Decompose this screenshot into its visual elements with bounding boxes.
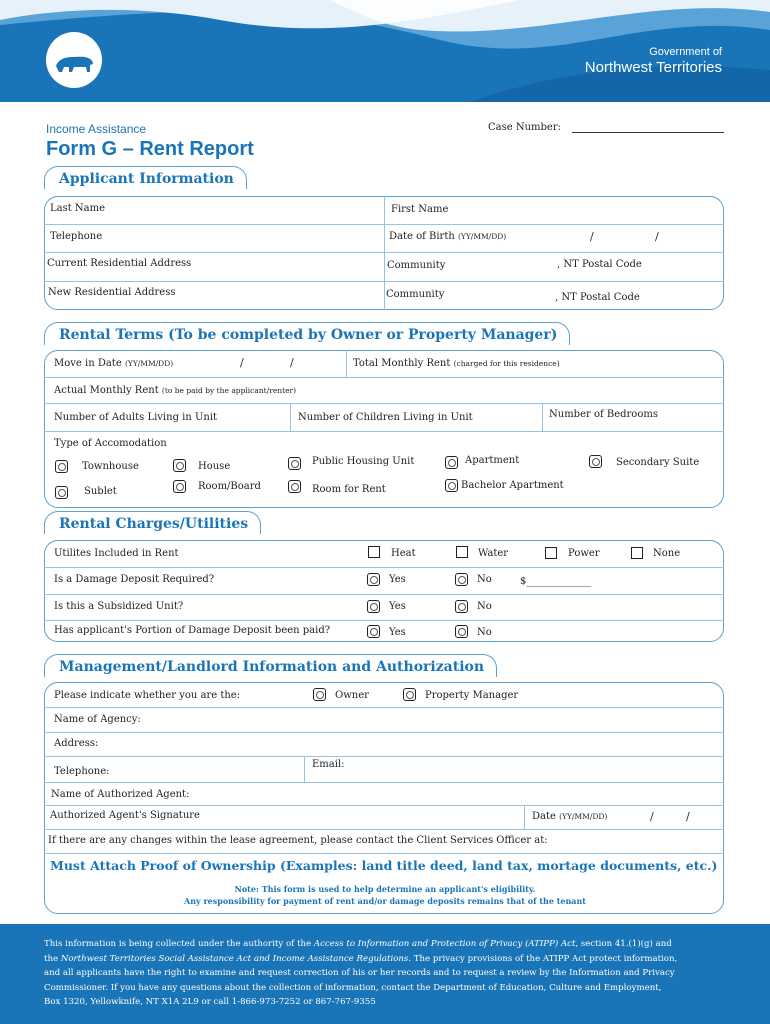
mgmt-telephone-label: Telephone: — [54, 766, 110, 777]
total-rent-label: Total Monthly Rent (charged for this residence) — [353, 358, 560, 369]
paid-yes-label: Yes — [389, 627, 406, 638]
case-number-field[interactable] — [572, 132, 724, 133]
sign-date-label: Date (YY/MM/DD) — [532, 811, 608, 822]
new-address-label: New Residential Address — [48, 287, 176, 298]
room-for-rent-label: Room for Rent — [312, 484, 386, 495]
accommodation-type-label: Type of Accomodation — [54, 438, 167, 449]
secondary-suite-label: Secondary Suite — [616, 457, 700, 468]
footer-line-1: This information is being collected under the authority of the Access to Information and Protection of Privacy (ATIPP) Act, section 41.(1)(g) and — [44, 939, 672, 949]
subsidized-yes-radio[interactable] — [367, 600, 380, 613]
privacy-footer — [0, 924, 770, 1024]
deposit-no-label: No — [477, 574, 492, 585]
subsidized-yes-label: Yes — [389, 601, 406, 612]
case-number-label: Case Number: — [488, 122, 561, 133]
apartment-label: Apartment — [465, 455, 520, 466]
footer-line-4: Commissioner. If you have any questions about the collection of information, contact the Department of Education, Culture and Employment, — [44, 982, 662, 993]
bachelor-label: Bachelor Apartment — [461, 480, 564, 491]
subsidized-no-label: No — [477, 601, 492, 612]
signature-label: Authorized Agent's Signature — [50, 810, 200, 821]
header-banner — [0, 0, 770, 102]
room-for-rent-radio[interactable] — [288, 480, 301, 493]
current-address-label: Current Residential Address — [47, 258, 192, 269]
address-label: Address: — [54, 738, 99, 749]
deposit-yes-radio[interactable] — [367, 573, 380, 586]
changes-notice: If there are any changes within the lease agreement, please contact the Client Services Officer at: — [48, 835, 548, 846]
deposit-paid-question: Has applicant's Portion of Damage Deposit been paid? — [54, 625, 331, 636]
gov-large-text: Northwest Territories — [584, 59, 722, 76]
indicate-label: Please indicate whether you are the: — [54, 690, 241, 701]
first-name-label: First Name — [391, 204, 449, 215]
deposit-question: Is a Damage Deposit Required? — [54, 574, 215, 585]
proof-of-ownership: Must Attach Proof of Ownership (Examples: land title deed, land tax, mortage documents, etc.) — [50, 858, 718, 873]
footer-line-5: Box 1320, Yellowknife, NT X1A 2L9 or call 1-866-973-7252 or 867-767-9355 — [44, 997, 376, 1007]
telephone-label: Telephone — [50, 231, 103, 242]
public-housing-radio[interactable] — [288, 457, 301, 470]
property-manager-label: Property Manager — [425, 690, 519, 701]
subsidized-no-radio[interactable] — [455, 600, 468, 613]
secondary-suite-radio[interactable] — [589, 455, 602, 468]
deposit-no-radio[interactable] — [455, 573, 468, 586]
note-responsibility: Any responsibility for payment of rent and/or damage deposits remains that of the tenant — [183, 896, 587, 906]
house-label: House — [198, 461, 231, 472]
nt-postal-label: , NT Postal Code — [557, 259, 642, 270]
children-label: Number of Children Living in Unit — [298, 412, 473, 423]
agent-name-label: Name of Authorized Agent: — [51, 789, 190, 800]
page-title: Form G – Rent Report — [46, 138, 254, 160]
townhouse-radio[interactable] — [55, 460, 68, 473]
public-housing-label: Public Housing Unit — [312, 456, 415, 467]
none-label: None — [653, 548, 681, 559]
move-in-label: Move in Date (YY/MM/DD) — [54, 358, 174, 369]
room-board-label: Room/Board — [198, 481, 261, 492]
community-label: Community — [387, 260, 446, 271]
program-label: Income Assistance — [46, 122, 147, 136]
subsidized-question: Is this a Subsidized Unit? — [54, 601, 184, 612]
email-label: Email: — [312, 759, 345, 770]
utilities-label: Utilites Included in Rent — [54, 548, 179, 559]
dob-label: Date of Birth (YY/MM/DD) — [389, 231, 507, 242]
gov-small-text: Government of — [649, 46, 722, 58]
owner-label: Owner — [335, 690, 369, 701]
charges-heading: Rental Charges/Utilities — [44, 511, 261, 534]
bedrooms-label: Number of Bedrooms — [549, 409, 658, 420]
heat-checkbox[interactable] — [368, 546, 380, 558]
paid-no-radio[interactable] — [455, 625, 468, 638]
owner-radio[interactable] — [313, 688, 326, 701]
agency-label: Name of Agency: — [54, 714, 141, 725]
heat-label: Heat — [391, 548, 416, 559]
power-checkbox[interactable] — [545, 547, 557, 559]
bachelor-radio[interactable] — [445, 479, 458, 492]
house-radio[interactable] — [173, 459, 186, 472]
footer-line-3: and all applicants have the right to examine and request correction of his or her records and to request a review by the Information and Privacy — [44, 968, 675, 978]
adults-label: Number of Adults Living in Unit — [54, 412, 218, 423]
paid-no-label: No — [477, 627, 492, 638]
property-manager-radio[interactable] — [403, 688, 416, 701]
applicant-heading: Applicant Information — [44, 166, 247, 189]
paid-yes-radio[interactable] — [367, 625, 380, 638]
apartment-radio[interactable] — [445, 456, 458, 469]
water-label: Water — [478, 548, 509, 559]
power-label: Power — [568, 548, 600, 559]
footer-line-2: the Northwest Territories Social Assistance Act and Income Assistance Regulations. The privacy provisions of the ATIPP Act protect information, — [44, 953, 678, 964]
last-name-label: Last Name — [50, 203, 106, 214]
rental-terms-heading: Rental Terms (To be completed by Owner or Property Manager) — [44, 322, 570, 345]
polar-bear-icon — [44, 30, 104, 90]
sublet-label: Sublet — [84, 486, 117, 497]
deposit-yes-label: Yes — [389, 574, 406, 585]
note-eligibility: Note: This form is used to help determine an applicant's eligibility. — [234, 884, 536, 894]
deposit-amount-field[interactable]: $_____________ — [520, 576, 592, 587]
townhouse-label: Townhouse — [82, 461, 139, 472]
room-board-radio[interactable] — [173, 480, 186, 493]
sublet-radio[interactable] — [55, 486, 68, 499]
nt-postal2-label: , NT Postal Code — [555, 292, 640, 303]
water-checkbox[interactable] — [456, 546, 468, 558]
actual-rent-label: Actual Monthly Rent (to be paid by the applicant/renter) — [54, 385, 297, 396]
community2-label: Community — [386, 289, 445, 300]
none-checkbox[interactable] — [631, 547, 643, 559]
management-heading: Management/Landlord Information and Authorization — [44, 654, 497, 677]
